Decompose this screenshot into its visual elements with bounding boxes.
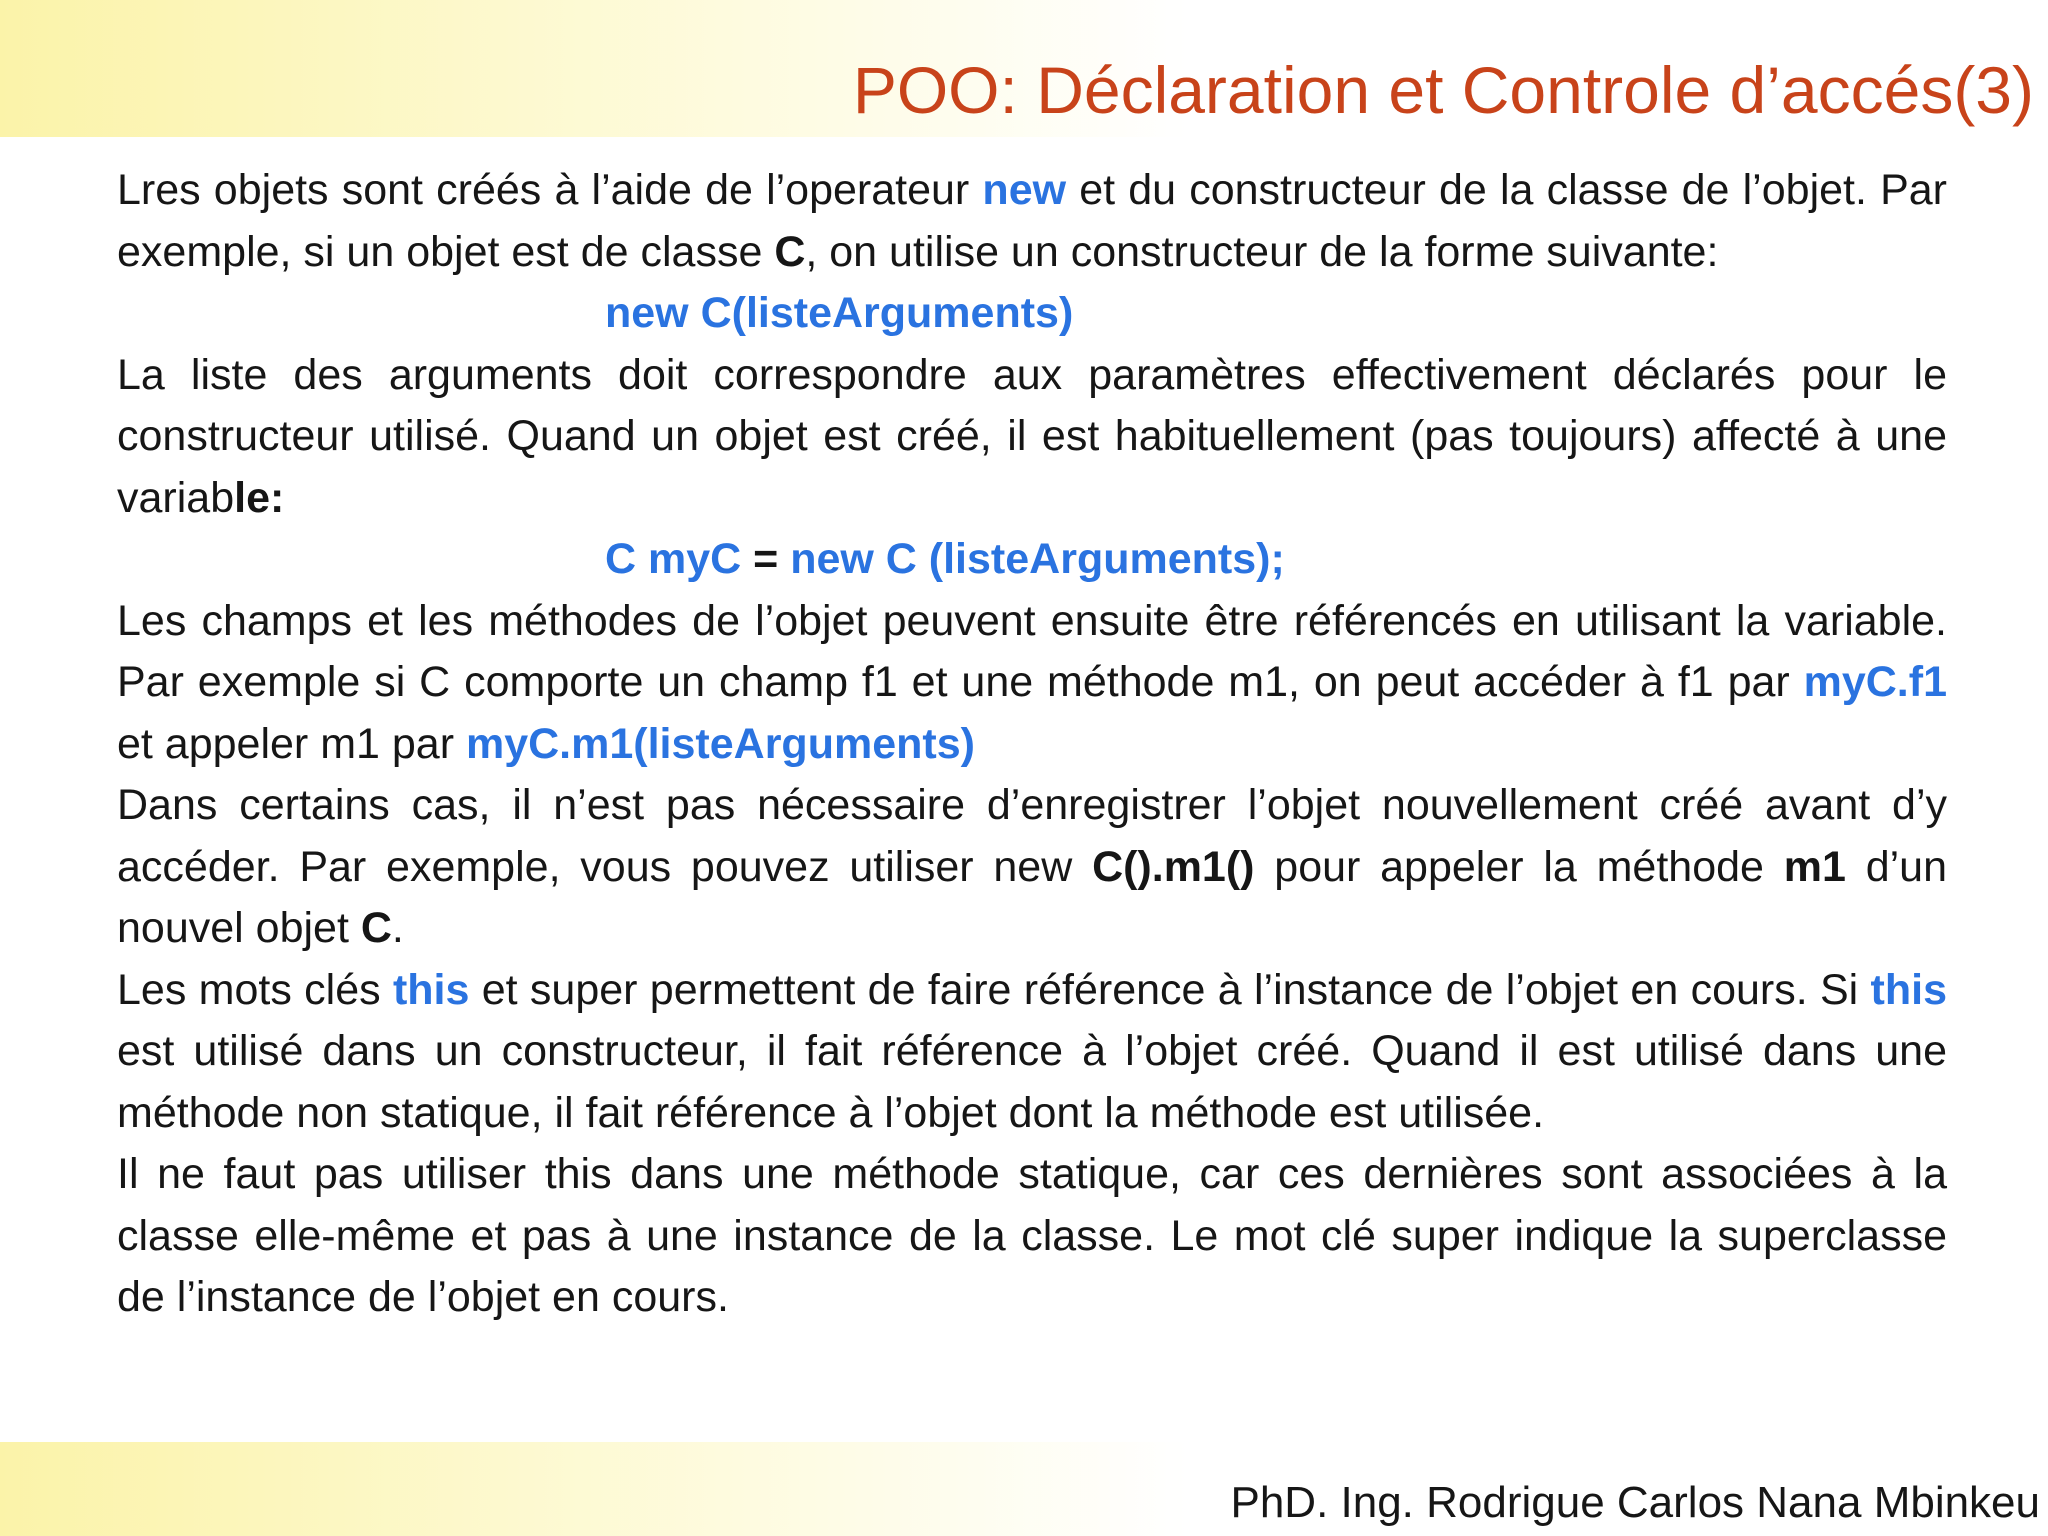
paragraph-anonymous-object: [117, 775, 1947, 960]
code-text: new C(listeArguments): [605, 289, 1074, 337]
slide-title: POO: Déclaration et Controle d’accés(3): [852, 53, 2034, 127]
method-name-m1: m1: [1783, 842, 1846, 891]
text-run: Les mots clés: [117, 965, 393, 1014]
code-chained-call: C().m1(): [1092, 842, 1255, 891]
code-constructor-call: [117, 283, 1947, 345]
slide-body: [117, 160, 1947, 1329]
class-name-c: C: [774, 227, 806, 276]
paragraph-arguments: [117, 345, 1947, 530]
text-run: , on utilise un constructeur de la forme suivante:: [805, 227, 1719, 276]
paragraph-static-methods: [117, 1144, 1947, 1329]
author-footer: PhD. Ing. Rodrigue Carlos Nana Mbinkeu: [1230, 1478, 2040, 1527]
text-run: Lres objets sont créés à l’aide de l’operateur: [117, 166, 983, 214]
bold-run: le:: [234, 473, 285, 522]
paragraph-object-creation: [117, 160, 1947, 283]
text-run: est utilisé dans un constructeur, il fait référence à l’objet créé. Quand il est utilisé dans une méthode non statique, il fait référence à l’objet dont la méthode est utilisée.: [117, 1027, 1947, 1137]
text-run: et du constructeur de la classe de l’objet. Par exemple, si un objet est de classe: [117, 166, 1948, 276]
keyword-new: new: [982, 166, 1067, 214]
text-run: Dans certains cas, il n’est pas nécessaire d’enregistrer l’objet nouvellement créé avant d’y accéder. Par exemple, vous pouvez utiliser new: [117, 781, 1947, 891]
text-run: et super permettent de faire référence à l’instance de l’objet en cours. Si: [469, 965, 1871, 1014]
text-run: Les champs et les méthodes de l’objet peuvent ensuite être référencés en utilisant la variable. Par exemple si C comporte un champ f1 et une méthode m1, on peut accéder à f1 par: [117, 596, 1947, 706]
class-name-c: C: [360, 904, 392, 952]
code-assignment: [117, 529, 1947, 591]
paragraph-this-super: [117, 960, 1947, 1145]
keyword-this: this: [392, 965, 470, 1014]
text-run: Il ne faut pas utiliser this dans une méthode statique, car ces dernières sont associées à la classe elle-même et pas à une instance de la classe. Le mot clé super indique la superclasse de l’instance de l’objet en cours.: [117, 1150, 1947, 1321]
code-operator: =: [753, 535, 791, 583]
keyword-this: this: [1870, 965, 1947, 1014]
code-field-access: myC.f1: [1803, 658, 1947, 706]
code-text: C myC: [605, 535, 754, 583]
code-text: new C (listeArguments);: [790, 535, 1285, 583]
paragraph-fields-methods: [117, 591, 1947, 776]
text-run: La liste des arguments doit correspondre aux paramètres effectivement déclarés pour le constructeur utilisé. Quand un objet est créé, il est habituellement (pas toujours) affecté à une variab: [117, 350, 1947, 522]
code-method-call: myC.m1(listeArguments): [465, 719, 975, 768]
text-run: et appeler m1 par: [117, 719, 466, 768]
text-run: pour appeler la méthode: [1254, 842, 1784, 891]
text-run: .: [391, 904, 404, 952]
text-run: d’un nouvel objet: [117, 842, 1947, 952]
